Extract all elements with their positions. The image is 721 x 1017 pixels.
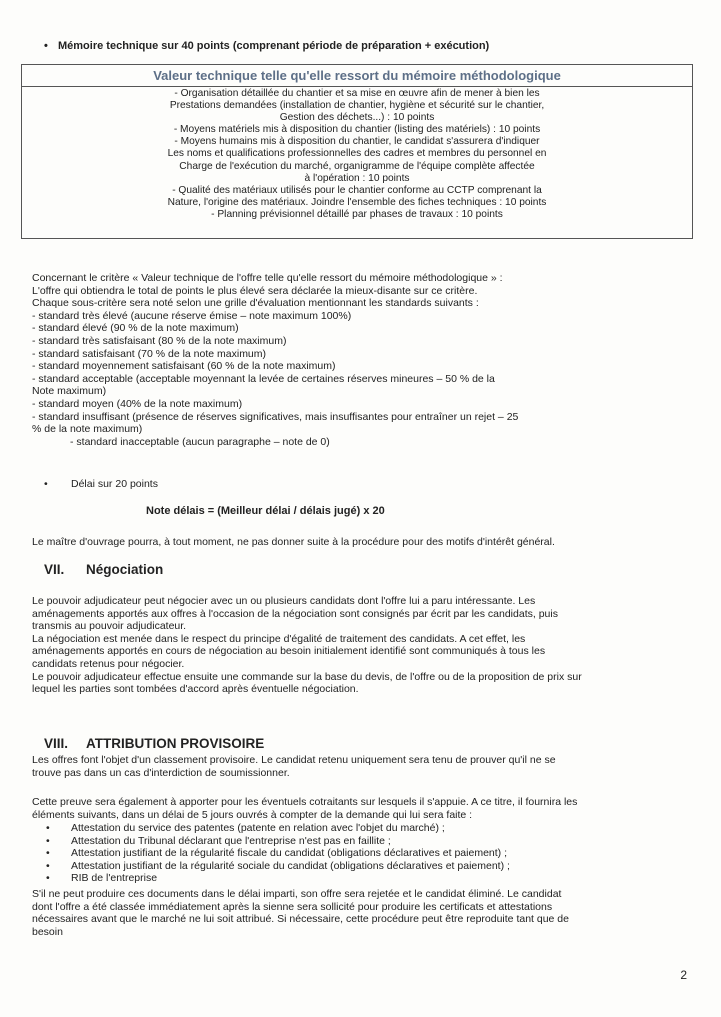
bullet-icon: •	[46, 847, 50, 860]
criteria-line: Note maximum)	[32, 385, 107, 398]
criteria-line: - standard satisfaisant (70 % de la note maximum)	[32, 347, 267, 360]
criteria-line: L'offre qui obtiendra le total de points le plus élevé sera déclarée la mieux-disante sur ce critère.	[32, 284, 478, 297]
section-7-title: Négociation	[86, 562, 164, 577]
paragraph-line: dont l'offre a été classée immédiatement après la sienne sera sollicité pour produire les certificats et attestations	[32, 900, 553, 913]
criteria-line: - standard moyennement satisfaisant (60 % de la note maximum)	[32, 360, 336, 373]
bullet-icon: •	[46, 834, 50, 847]
criteria-line: % de la note maximum)	[32, 423, 143, 436]
memoire-bullet-text: Mémoire technique sur 40 points (comprenant période de préparation + exécution)	[58, 40, 490, 52]
box-line: - Organisation détaillée du chantier et sa mise en œuvre afin de mener à bien les	[174, 88, 540, 99]
list-item	[46, 860, 510, 873]
bullet-icon: •	[46, 872, 50, 885]
paragraph-line: lequel les parties sont tombées d'accord après éventuelle négociation.	[32, 683, 359, 696]
list-item	[46, 847, 510, 860]
section-8-heading	[44, 736, 264, 751]
bullet-icon: •	[44, 40, 48, 52]
section-8-intro	[32, 754, 556, 779]
bullet-icon: •	[46, 859, 50, 872]
paragraph-line: candidats retenus pour négocier.	[32, 657, 185, 670]
formula: Note délais = (Meilleur délai / délais jugé) x 20	[146, 505, 385, 517]
criteria-line: - standard très satisfaisant (80 % de la note maximum)	[32, 334, 287, 347]
box-line: - Planning prévisionnel détaillé par phases de travaux : 10 points	[211, 208, 503, 220]
paragraph-line: aménagements apportés aux offres à l'occasion de la négociation sont consignés par écrit par les candidats, puis	[32, 607, 558, 620]
paragraph-line: besoin	[32, 925, 63, 938]
section-7-heading	[44, 562, 163, 577]
section-8-number: VIII.	[44, 736, 69, 751]
documents-list	[46, 822, 510, 885]
criteria-line: - standard très élevé (aucune réserve émise – note maximum 100%)	[32, 309, 352, 322]
list-item-text: Attestation du service des patentes (patente en relation avec l'objet du marché) ;	[71, 822, 445, 834]
box-line: - Moyens matériels mis à disposition du chantier (listing des matériels) : 10 points	[173, 124, 541, 136]
criteria-line: Concernant le critère « Valeur technique de l'offre telle qu'elle ressort du mémoire méthodologique » :	[32, 272, 503, 284]
paragraph-line: aménagements apportés en cours de négociation au besoin initialement identifié sont communiqués à tous les	[32, 645, 546, 658]
criteria-line: - standard moyen (40% de la note maximum)	[32, 397, 243, 410]
memoire-bullet	[44, 40, 489, 52]
criteria-standards	[32, 272, 518, 448]
list-item	[46, 835, 510, 848]
list-item-text: Attestation justifiant de la régularité sociale du candidat (obligations déclaratives et paiement) ;	[71, 859, 510, 872]
list-item-text: RIB de l'entreprise	[71, 872, 158, 885]
criteria-box-title: Valeur technique telle qu'elle ressort du mémoire méthodologique	[22, 65, 692, 87]
section-8-title: ATTRIBUTION PROVISOIRE	[86, 736, 265, 751]
box-line: à l'opération : 10 points	[304, 172, 410, 184]
box-line: Les noms et qualifications professionnelles des cadres et membres du personnel en	[167, 148, 547, 160]
paragraph-line: Cette preuve sera également à apporter pour les éventuels cotraitants sur lesquels il s'appuie. A ce titre, il fournira les	[32, 796, 578, 808]
box-line: - Moyens humains mis à disposition du chantier, le candidat s'assurera d'indiquer	[174, 136, 540, 148]
paragraph-line: transmis au pouvoir adjudicateur.	[32, 620, 187, 633]
paragraph-line: Le pouvoir adjudicateur peut négocier avec un ou plusieurs candidats dont l'offre lui a paru intéressante. Les	[32, 595, 536, 607]
box-line: - Qualité des matériaux utilisés pour le chantier conforme au CCTP comprenant la	[172, 184, 542, 196]
criteria-line: - standard insuffisant (présence de réserves significatives, mais insuffisantes pour entraîner un rejet – 25	[32, 410, 519, 423]
criteria-line: Chaque sous-critère sera noté selon une grille d'évaluation mentionnant les standards suivants :	[32, 297, 479, 310]
section-8-closing	[32, 888, 569, 938]
paragraph-line: Les offres font l'objet d'un classement provisoire. Le candidat retenu uniquement sera tenu de prouver qu'il ne se	[32, 754, 556, 766]
paragraph-line: trouve pas dans un cas d'interdiction de soumissionner.	[32, 766, 290, 779]
criteria-box	[21, 64, 693, 239]
box-line: Prestations demandées (installation de chantier, hygiène et sécurité sur le chantier,	[169, 100, 545, 112]
list-item-text: Attestation du Tribunal déclarant que l'entreprise n'est pas en faillite ;	[71, 834, 391, 847]
criteria-line: - standard élevé (90 % de la note maximum)	[32, 322, 239, 335]
criteria-box-body	[22, 87, 692, 221]
delai-bullet	[44, 478, 158, 491]
page-number: 2	[680, 968, 687, 982]
list-item-text: Attestation justifiant de la régularité fiscale du candidat (obligations déclaratives et paiement) ;	[71, 847, 507, 860]
section-7-number: VII.	[44, 562, 65, 577]
section-7-body	[32, 595, 582, 696]
paragraph-line: Le pouvoir adjudicateur effectue ensuite une commande sur la base du devis, de l'offre ou de la proposition de prix sur	[32, 670, 582, 683]
bullet-icon: •	[46, 822, 50, 834]
bullet-icon: •	[44, 478, 48, 490]
box-line: Charge de l'exécution du marché, organigramme de l'équipe complète affectée	[179, 160, 535, 172]
section-8-proof	[32, 796, 577, 821]
paragraph-line: éléments suivants, dans un délai de 5 jours ouvrés à compter de la demande qui lui sera faite :	[32, 808, 473, 821]
paragraph-line: nécessaires avant que le marché ne lui soit attribué. Si nécessaire, cette procédure peut être reproduite tant que de	[32, 913, 569, 926]
maitre-ouvrage-line: Le maître d'ouvrage pourra, à tout moment, ne pas donner suite à la procédure pour des motifs d'intérêt général.	[32, 536, 555, 548]
list-item	[46, 872, 510, 885]
paragraph-line: S'il ne peut produire ces documents dans le délai imparti, son offre sera rejetée et le candidat éliminé. Le candidat	[32, 888, 562, 900]
delai-bullet-text: Délai sur 20 points	[71, 478, 158, 490]
list-item	[46, 822, 510, 835]
criteria-line: - standard inacceptable (aucun paragraphe – note de 0)	[70, 435, 330, 448]
paragraph-line: La négociation est menée dans le respect du principe d'égalité de traitement des candidats. A cet effet, les	[32, 632, 526, 645]
criteria-line: - standard acceptable (acceptable moyennant la levée de certaines réserves mineures – 50 % de la	[32, 372, 495, 385]
box-line: Nature, l'origine des matériaux. Joindre l'ensemble des fiches techniques : 10 points	[167, 196, 547, 208]
box-line: Gestion des déchets...) : 10 points	[279, 112, 435, 124]
